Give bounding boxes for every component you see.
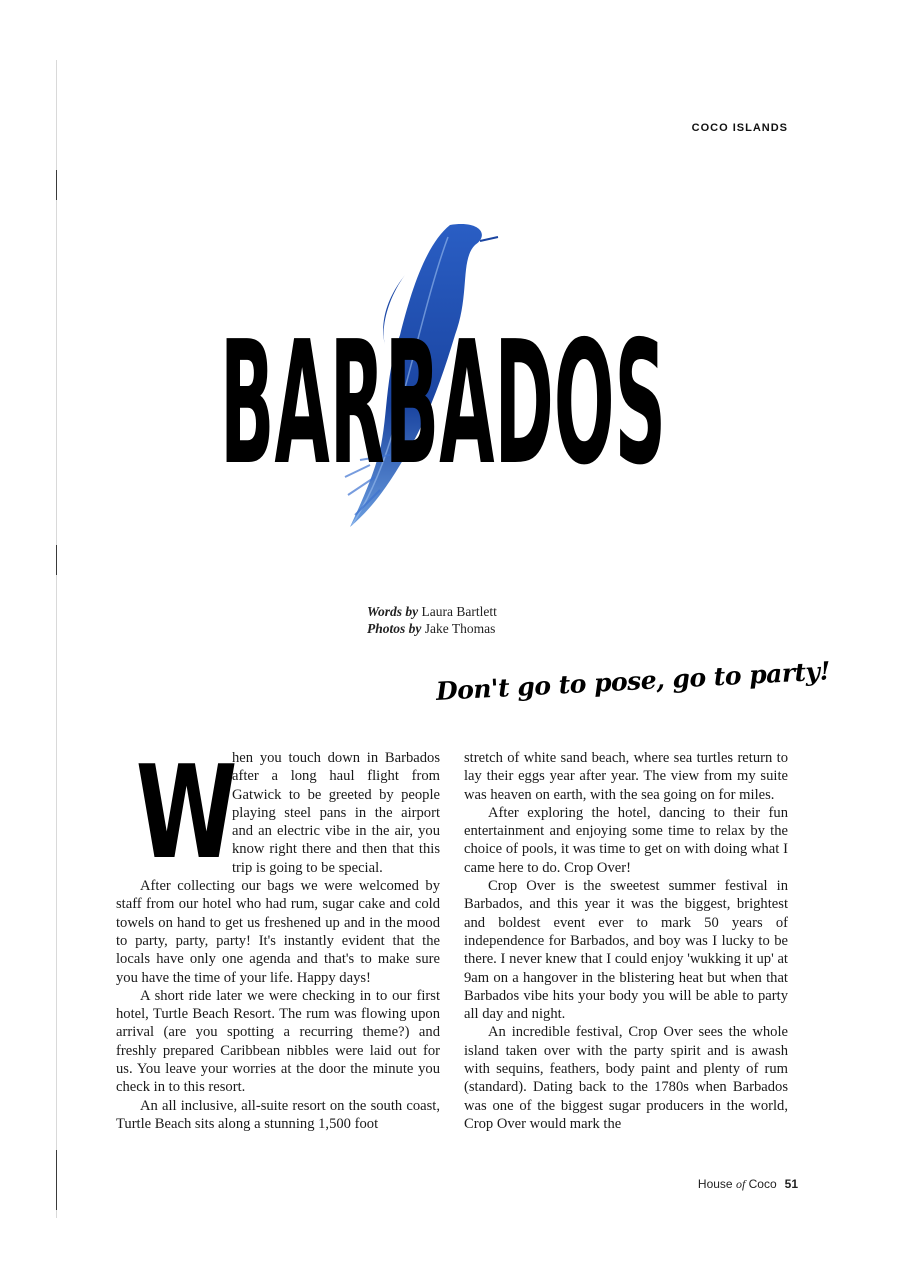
paragraph: hen you touch down in Barbados after a long haul flight from Gatwick to be greeted by people playing steel pans in the airport and an electric vibe in the air, you know right there and then that this trip is going to be special. (232, 750, 440, 876)
author-name: Laura Bartlett (421, 604, 497, 619)
photographer-name: Jake Thomas (424, 621, 496, 636)
page-number: 51 (784, 1177, 798, 1191)
spine-mark (56, 170, 57, 200)
paragraph: Crop Over is the sweetest summer festival in Barbados, and this year it was the biggest, brightest and boldest event ever to mark 50 years of independence for Barbados, and boy was I lucky to be there. I never knew that I could enjoy 'wukking it up' at 9am on a hangover in the blistering heat but when that Barbados vibe hits your body you will be able to party all day and night. (464, 878, 788, 1023)
tagline: Don't go to pose, go to party! (435, 656, 831, 706)
title-text (218, 305, 668, 503)
paragraph: A short ride later we were checking in to our first hotel, Turtle Beach Resort. The rum was flowing upon arrival (are you spotting a recurring theme?) and freshly prepared Caribbean nibbles were laid out for us. You leave your worries at the door the minute you check in to this resort. (116, 987, 440, 1096)
magazine-name: House of Coco (697, 1177, 777, 1191)
paragraph: stretch of white sand beach, where sea turtles return to lay their eggs year after year. The view from my suite was heaven on earth, with the sea going on for miles. (464, 750, 788, 803)
section-label: COCO ISLANDS (691, 122, 788, 134)
article-column-left (116, 739, 440, 1133)
paragraph: An incredible festival, Crop Over sees the whole island taken over with the party spirit and is awash with sequins, feathers, body paint and plenty of rum (standard). Dating back to the 1780s when Barbados was one of the biggest sugar producers in the world, Crop Over would mark the (464, 1024, 788, 1132)
words-credit: Words by Laura Bartlett (367, 604, 497, 619)
paragraph: After collecting our bags we were welcomed by staff from our hotel who had rum, sugar cake and cold towels on hand to get us freshened up and in the mood to party, party, party! It's instantly evident that the locals have only one agenda and that's to make sure you have the time of your life. Happy days! (116, 878, 440, 986)
paragraph: After exploring the hotel, dancing to their fun entertainment and enjoying some time to relax by the choice of pools, it was time to get on with doing what I came here to do. Crop Over! (464, 804, 788, 876)
title-wrap (218, 305, 668, 503)
page-footer (698, 1177, 798, 1192)
article-column-right (464, 749, 788, 1133)
svg-text:BARBADOS: BARBADOS (220, 305, 666, 503)
credits (367, 603, 497, 637)
spine-mark (56, 1150, 57, 1210)
paragraph: An all inclusive, all-suite resort on the south coast, Turtle Beach sits along a stunning 1,500 foot (116, 1097, 440, 1132)
drop-cap: W (135, 739, 238, 888)
photos-credit: Photos by Jake Thomas (367, 621, 496, 636)
